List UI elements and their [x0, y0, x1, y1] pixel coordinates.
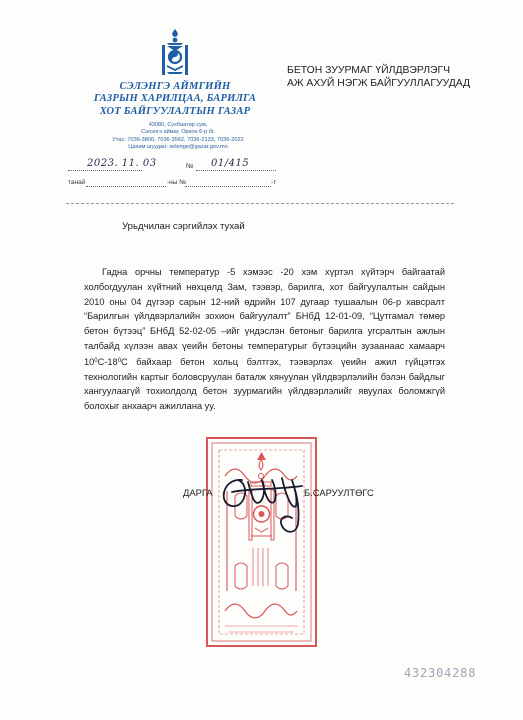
organization-address [100, 122, 256, 152]
date-underline [68, 170, 142, 171]
your-ref-number-underline [185, 186, 271, 187]
soyombo-emblem-icon [158, 28, 192, 78]
reference-block [68, 156, 276, 190]
document-serial-number: 432304288 [404, 666, 477, 680]
signatory-name: Б.САРУУЛТӨГС [304, 487, 374, 498]
org-name-line: ГАЗРЫН ХАРИЛЦАА, БАРИЛГА [93, 93, 257, 105]
letter-number: 01/415 [211, 158, 250, 169]
addressee-line: АЖ АХУЙ НЭГЖ БАЙГУУЛЛАГУУДАД [287, 78, 471, 89]
body-text-part: Гадна орчны температур -5 хэмээс -20 хэм хүртэл хүйтэрч байгаатай холбогдуулан хүйтний нөхцөлд Зам, тээвэр, барилга, хот байгуулалтын сайдын 2010 оны 04 дүгээр сарын 12-ний өдрийн 107 дугаар тушаалын 06-р хавсралт “Барилгын үйлдвэрлэлийн зохион байгуулалт” БНбД 12-01-09, “Цутгамал төмөр бетон бүтээц” БНбД 52-02-05 –ийг үндэслэн бетоныг барилга угсралтын ажлын талбайд хүлээн авах үеийн бетоны температурыг бүтээцийн зузаанаас хамаарч 10 [84, 267, 445, 367]
number-label: № [186, 163, 194, 170]
your-ref-prefix: танай [68, 179, 86, 186]
address-line: Утас: 7036-3800, 7036-3562, 7036-2133, 7036-2022 [112, 136, 244, 143]
your-ref-suffix: -т [271, 179, 277, 186]
body-text-part: C-18 [97, 356, 118, 367]
degree-superscript: 0 [94, 357, 98, 364]
org-name-line: ХОТ БАЙГУУЛАЛТЫН ГАЗАР [99, 105, 251, 117]
handwritten-signature-icon [212, 466, 314, 536]
addressee [287, 64, 487, 90]
organization-name [70, 81, 280, 118]
number-underline [196, 170, 276, 171]
letter-body [84, 265, 445, 414]
signatory-role: ДАРГА [183, 487, 213, 498]
your-ref-number-label: -ны № [167, 179, 187, 186]
org-name-line: СЭЛЭНГЭ АЙМГИЙН [119, 81, 231, 92]
letter-date: 2023. 11. 03 [87, 158, 157, 169]
your-ref-date-underline [86, 186, 166, 187]
address-line: Цахим шуудан: selenge@gazar.gov.mn [128, 144, 228, 151]
addressee-line: БЕТОН ЗУУРМАГ ҮЙЛДВЭРЛЭГЧ [287, 65, 451, 76]
header-divider [66, 203, 454, 204]
body-text-part: C байхаар бетон хольц бэлтгэх, тээвэрлэх үеийн ажил гүйцэтгэх технологийн картыг боловсруулан баталж хянуулан үйлдвэрлэлийн бэлэн байдлыг хангуулаагүй тохиолдолд бетон зуурмагийн үйлдвэрлэлийг явуулах боломжгүй болохыг анхаарч ажиллана уу. [84, 356, 445, 412]
letter-subject: Урьдчилан сэргийлэх тухай [122, 221, 245, 232]
address-line: 43080, Сүхбаатар сум, [148, 122, 208, 128]
address-line: Сэлэнгэ аймаг, Орхон 6-р бг. [141, 129, 215, 136]
degree-superscript: 0 [117, 357, 122, 364]
